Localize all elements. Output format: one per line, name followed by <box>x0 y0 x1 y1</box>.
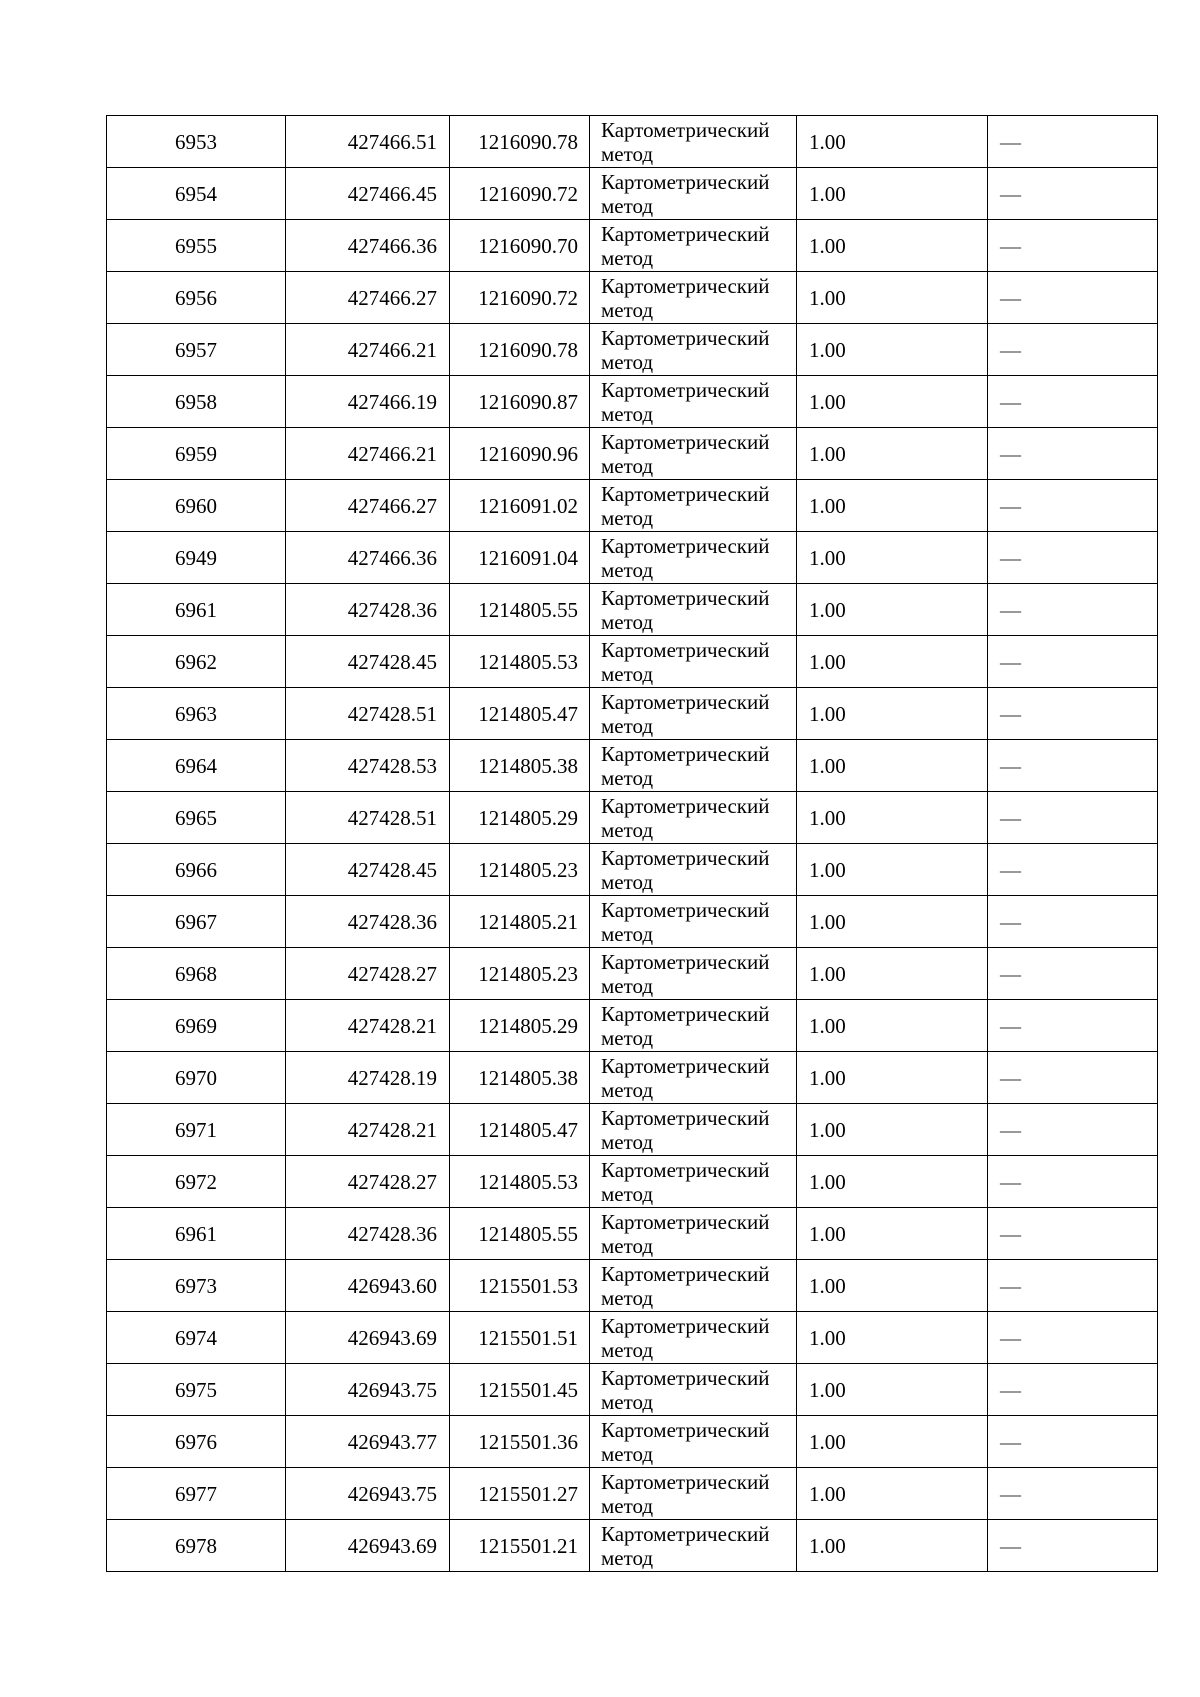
table-row <box>107 584 1158 636</box>
method-cell <box>590 1468 797 1520</box>
method-cell <box>590 376 797 428</box>
method-line-2: метод <box>601 1181 654 1206</box>
accuracy-cell: 1.00 <box>797 220 988 272</box>
method-line-1: Картометрический <box>601 1417 770 1442</box>
y-coordinate-cell: 1216090.87 <box>450 376 590 428</box>
point-number-cell: 6965 <box>107 792 286 844</box>
method-line-2: метод <box>601 193 654 218</box>
point-number-cell: 6961 <box>107 1208 286 1260</box>
method-cell <box>590 1104 797 1156</box>
x-coordinate-cell: 427466.27 <box>286 480 450 532</box>
x-coordinate-cell: 427428.36 <box>286 896 450 948</box>
note-cell: — <box>988 688 1158 740</box>
table-row <box>107 1260 1158 1312</box>
method-line-1: Картометрический <box>601 377 770 402</box>
note-cell: — <box>988 480 1158 532</box>
note-cell: — <box>988 740 1158 792</box>
y-coordinate-cell: 1214805.53 <box>450 636 590 688</box>
table-row <box>107 792 1158 844</box>
point-number-cell: 6970 <box>107 1052 286 1104</box>
x-coordinate-cell: 427428.51 <box>286 688 450 740</box>
method-cell <box>590 948 797 1000</box>
accuracy-cell: 1.00 <box>797 1156 988 1208</box>
note-cell: — <box>988 168 1158 220</box>
point-number-cell: 6949 <box>107 532 286 584</box>
accuracy-cell: 1.00 <box>797 792 988 844</box>
point-number-cell: 6968 <box>107 948 286 1000</box>
method-line-2: метод <box>601 1077 654 1102</box>
y-coordinate-cell: 1216091.04 <box>450 532 590 584</box>
point-number-cell: 6971 <box>107 1104 286 1156</box>
method-line-1: Картометрический <box>601 741 770 766</box>
note-cell: — <box>988 1364 1158 1416</box>
note-cell: — <box>988 532 1158 584</box>
method-line-2: метод <box>601 921 654 946</box>
point-number-cell: 6976 <box>107 1416 286 1468</box>
method-line-2: метод <box>601 713 654 738</box>
method-line-2: метод <box>601 765 654 790</box>
x-coordinate-cell: 426943.75 <box>286 1468 450 1520</box>
method-line-2: метод <box>601 297 654 322</box>
accuracy-cell: 1.00 <box>797 376 988 428</box>
method-line-1: Картометрический <box>601 169 770 194</box>
method-cell <box>590 1000 797 1052</box>
table-row <box>107 1208 1158 1260</box>
method-line-1: Картометрический <box>601 897 770 922</box>
x-coordinate-cell: 426943.77 <box>286 1416 450 1468</box>
y-coordinate-cell: 1214805.29 <box>450 792 590 844</box>
method-cell <box>590 1520 797 1572</box>
note-cell: — <box>988 844 1158 896</box>
x-coordinate-cell: 427428.36 <box>286 584 450 636</box>
point-number-cell: 6959 <box>107 428 286 480</box>
method-line-1: Картометрический <box>601 533 770 558</box>
note-cell: — <box>988 948 1158 1000</box>
note-cell: — <box>988 1416 1158 1468</box>
note-cell: — <box>988 1520 1158 1572</box>
method-cell <box>590 1156 797 1208</box>
method-cell <box>590 532 797 584</box>
method-cell <box>590 168 797 220</box>
x-coordinate-cell: 427466.36 <box>286 220 450 272</box>
point-number-cell: 6969 <box>107 1000 286 1052</box>
method-line-2: метод <box>601 973 654 998</box>
point-number-cell: 6967 <box>107 896 286 948</box>
note-cell: — <box>988 1312 1158 1364</box>
note-cell: — <box>988 792 1158 844</box>
note-cell: — <box>988 1000 1158 1052</box>
method-line-1: Картометрический <box>601 1001 770 1026</box>
method-line-2: метод <box>601 869 654 894</box>
method-cell <box>590 428 797 480</box>
accuracy-cell: 1.00 <box>797 1260 988 1312</box>
method-cell <box>590 1208 797 1260</box>
x-coordinate-cell: 427428.53 <box>286 740 450 792</box>
table-row <box>107 844 1158 896</box>
method-line-1: Картометрический <box>601 1053 770 1078</box>
accuracy-cell: 1.00 <box>797 636 988 688</box>
method-line-1: Картометрический <box>601 1469 770 1494</box>
y-coordinate-cell: 1214805.47 <box>450 1104 590 1156</box>
point-number-cell: 6974 <box>107 1312 286 1364</box>
x-coordinate-cell: 427428.21 <box>286 1104 450 1156</box>
method-cell <box>590 1364 797 1416</box>
method-line-1: Картометрический <box>601 637 770 662</box>
point-number-cell: 6978 <box>107 1520 286 1572</box>
x-coordinate-cell: 426943.75 <box>286 1364 450 1416</box>
table-row <box>107 324 1158 376</box>
table-row <box>107 688 1158 740</box>
accuracy-cell: 1.00 <box>797 740 988 792</box>
accuracy-cell: 1.00 <box>797 1104 988 1156</box>
point-number-cell: 6953 <box>107 116 286 168</box>
note-cell: — <box>988 272 1158 324</box>
note-cell: — <box>988 584 1158 636</box>
accuracy-cell: 1.00 <box>797 584 988 636</box>
point-number-cell: 6958 <box>107 376 286 428</box>
coordinates-table <box>106 115 1158 1572</box>
accuracy-cell: 1.00 <box>797 1000 988 1052</box>
method-cell <box>590 1416 797 1468</box>
method-line-2: метод <box>601 1493 654 1518</box>
accuracy-cell: 1.00 <box>797 324 988 376</box>
method-cell <box>590 116 797 168</box>
coordinates-table-body <box>107 116 1158 1572</box>
method-cell <box>590 220 797 272</box>
table-row <box>107 272 1158 324</box>
table-row <box>107 168 1158 220</box>
method-cell <box>590 584 797 636</box>
y-coordinate-cell: 1214805.47 <box>450 688 590 740</box>
note-cell: — <box>988 324 1158 376</box>
method-cell <box>590 896 797 948</box>
method-line-2: метод <box>601 661 654 686</box>
point-number-cell: 6975 <box>107 1364 286 1416</box>
accuracy-cell: 1.00 <box>797 168 988 220</box>
accuracy-cell: 1.00 <box>797 532 988 584</box>
y-coordinate-cell: 1215501.21 <box>450 1520 590 1572</box>
x-coordinate-cell: 427466.51 <box>286 116 450 168</box>
x-coordinate-cell: 426943.60 <box>286 1260 450 1312</box>
y-coordinate-cell: 1215501.45 <box>450 1364 590 1416</box>
x-coordinate-cell: 427428.27 <box>286 1156 450 1208</box>
y-coordinate-cell: 1215501.36 <box>450 1416 590 1468</box>
method-line-2: метод <box>601 609 654 634</box>
table-row <box>107 480 1158 532</box>
note-cell: — <box>988 220 1158 272</box>
accuracy-cell: 1.00 <box>797 844 988 896</box>
note-cell: — <box>988 376 1158 428</box>
y-coordinate-cell: 1214805.23 <box>450 844 590 896</box>
method-line-1: Картометрический <box>601 1105 770 1130</box>
x-coordinate-cell: 427466.19 <box>286 376 450 428</box>
accuracy-cell: 1.00 <box>797 1468 988 1520</box>
table-row <box>107 220 1158 272</box>
method-line-1: Картометрический <box>601 1521 770 1546</box>
table-row <box>107 532 1158 584</box>
point-number-cell: 6957 <box>107 324 286 376</box>
note-cell: — <box>988 1260 1158 1312</box>
y-coordinate-cell: 1215501.53 <box>450 1260 590 1312</box>
method-line-2: метод <box>601 557 654 582</box>
y-coordinate-cell: 1214805.21 <box>450 896 590 948</box>
point-number-cell: 6955 <box>107 220 286 272</box>
table-row <box>107 948 1158 1000</box>
table-row <box>107 1468 1158 1520</box>
method-line-2: метод <box>601 1285 654 1310</box>
accuracy-cell: 1.00 <box>797 272 988 324</box>
x-coordinate-cell: 427428.36 <box>286 1208 450 1260</box>
point-number-cell: 6973 <box>107 1260 286 1312</box>
method-line-1: Картометрический <box>601 481 770 506</box>
y-coordinate-cell: 1216090.70 <box>450 220 590 272</box>
y-coordinate-cell: 1214805.38 <box>450 1052 590 1104</box>
point-number-cell: 6972 <box>107 1156 286 1208</box>
point-number-cell: 6963 <box>107 688 286 740</box>
table-row <box>107 1052 1158 1104</box>
method-line-1: Картометрический <box>601 585 770 610</box>
method-cell <box>590 1052 797 1104</box>
method-line-2: метод <box>601 505 654 530</box>
x-coordinate-cell: 427428.45 <box>286 636 450 688</box>
y-coordinate-cell: 1215501.27 <box>450 1468 590 1520</box>
accuracy-cell: 1.00 <box>797 896 988 948</box>
accuracy-cell: 1.00 <box>797 1208 988 1260</box>
note-cell: — <box>988 896 1158 948</box>
x-coordinate-cell: 427466.21 <box>286 324 450 376</box>
method-line-2: метод <box>601 1441 654 1466</box>
note-cell: — <box>988 1208 1158 1260</box>
point-number-cell: 6954 <box>107 168 286 220</box>
method-line-1: Картометрический <box>601 793 770 818</box>
method-line-1: Картометрический <box>601 273 770 298</box>
accuracy-cell: 1.00 <box>797 1520 988 1572</box>
table-row <box>107 428 1158 480</box>
point-number-cell: 6961 <box>107 584 286 636</box>
method-line-1: Картометрический <box>601 117 770 142</box>
accuracy-cell: 1.00 <box>797 428 988 480</box>
note-cell: — <box>988 1156 1158 1208</box>
table-row <box>107 1104 1158 1156</box>
y-coordinate-cell: 1216090.78 <box>450 116 590 168</box>
method-line-1: Картометрический <box>601 949 770 974</box>
method-cell <box>590 480 797 532</box>
method-line-2: метод <box>601 1389 654 1414</box>
x-coordinate-cell: 427428.27 <box>286 948 450 1000</box>
method-line-1: Картометрический <box>601 689 770 714</box>
table-row <box>107 116 1158 168</box>
table-row <box>107 1000 1158 1052</box>
y-coordinate-cell: 1216090.72 <box>450 168 590 220</box>
x-coordinate-cell: 427466.36 <box>286 532 450 584</box>
table-row <box>107 1416 1158 1468</box>
accuracy-cell: 1.00 <box>797 1052 988 1104</box>
y-coordinate-cell: 1214805.55 <box>450 1208 590 1260</box>
x-coordinate-cell: 427466.21 <box>286 428 450 480</box>
y-coordinate-cell: 1214805.55 <box>450 584 590 636</box>
method-line-2: метод <box>601 401 654 426</box>
method-cell <box>590 740 797 792</box>
x-coordinate-cell: 426943.69 <box>286 1312 450 1364</box>
y-coordinate-cell: 1214805.53 <box>450 1156 590 1208</box>
y-coordinate-cell: 1216091.02 <box>450 480 590 532</box>
method-line-2: метод <box>601 349 654 374</box>
table-row <box>107 636 1158 688</box>
table-row <box>107 1364 1158 1416</box>
method-line-2: метод <box>601 453 654 478</box>
method-cell <box>590 636 797 688</box>
x-coordinate-cell: 427428.51 <box>286 792 450 844</box>
point-number-cell: 6977 <box>107 1468 286 1520</box>
method-line-2: метод <box>601 1545 654 1570</box>
method-cell <box>590 688 797 740</box>
method-cell <box>590 1260 797 1312</box>
accuracy-cell: 1.00 <box>797 480 988 532</box>
method-line-2: метод <box>601 1129 654 1154</box>
x-coordinate-cell: 427428.19 <box>286 1052 450 1104</box>
point-number-cell: 6964 <box>107 740 286 792</box>
y-coordinate-cell: 1214805.29 <box>450 1000 590 1052</box>
point-number-cell: 6962 <box>107 636 286 688</box>
note-cell: — <box>988 428 1158 480</box>
y-coordinate-cell: 1215501.51 <box>450 1312 590 1364</box>
x-coordinate-cell: 427466.45 <box>286 168 450 220</box>
method-line-2: метод <box>601 141 654 166</box>
accuracy-cell: 1.00 <box>797 1364 988 1416</box>
table-row <box>107 896 1158 948</box>
method-line-2: метод <box>601 1025 654 1050</box>
method-cell <box>590 792 797 844</box>
method-line-1: Картометрический <box>601 1365 770 1390</box>
point-number-cell: 6966 <box>107 844 286 896</box>
method-line-1: Картометрический <box>601 1313 770 1338</box>
method-line-2: метод <box>601 817 654 842</box>
y-coordinate-cell: 1216090.96 <box>450 428 590 480</box>
note-cell: — <box>988 1468 1158 1520</box>
method-line-1: Картометрический <box>601 221 770 246</box>
y-coordinate-cell: 1214805.23 <box>450 948 590 1000</box>
method-line-1: Картометрический <box>601 325 770 350</box>
note-cell: — <box>988 1104 1158 1156</box>
note-cell: — <box>988 636 1158 688</box>
method-line-1: Картометрический <box>601 1209 770 1234</box>
method-line-2: метод <box>601 1233 654 1258</box>
note-cell: — <box>988 1052 1158 1104</box>
note-cell: — <box>988 116 1158 168</box>
method-line-1: Картометрический <box>601 1261 770 1286</box>
table-row <box>107 376 1158 428</box>
y-coordinate-cell: 1216090.72 <box>450 272 590 324</box>
point-number-cell: 6960 <box>107 480 286 532</box>
method-line-1: Картометрический <box>601 845 770 870</box>
x-coordinate-cell: 426943.69 <box>286 1520 450 1572</box>
method-line-2: метод <box>601 245 654 270</box>
accuracy-cell: 1.00 <box>797 948 988 1000</box>
table-row <box>107 1312 1158 1364</box>
point-number-cell: 6956 <box>107 272 286 324</box>
y-coordinate-cell: 1214805.38 <box>450 740 590 792</box>
method-line-1: Картометрический <box>601 429 770 454</box>
table-row <box>107 740 1158 792</box>
y-coordinate-cell: 1216090.78 <box>450 324 590 376</box>
x-coordinate-cell: 427466.27 <box>286 272 450 324</box>
table-row <box>107 1520 1158 1572</box>
method-cell <box>590 324 797 376</box>
accuracy-cell: 1.00 <box>797 688 988 740</box>
table-row <box>107 1156 1158 1208</box>
method-cell <box>590 1312 797 1364</box>
accuracy-cell: 1.00 <box>797 1416 988 1468</box>
accuracy-cell: 1.00 <box>797 116 988 168</box>
method-line-1: Картометрический <box>601 1157 770 1182</box>
x-coordinate-cell: 427428.21 <box>286 1000 450 1052</box>
accuracy-cell: 1.00 <box>797 1312 988 1364</box>
x-coordinate-cell: 427428.45 <box>286 844 450 896</box>
method-line-2: метод <box>601 1337 654 1362</box>
method-cell <box>590 844 797 896</box>
method-cell <box>590 272 797 324</box>
